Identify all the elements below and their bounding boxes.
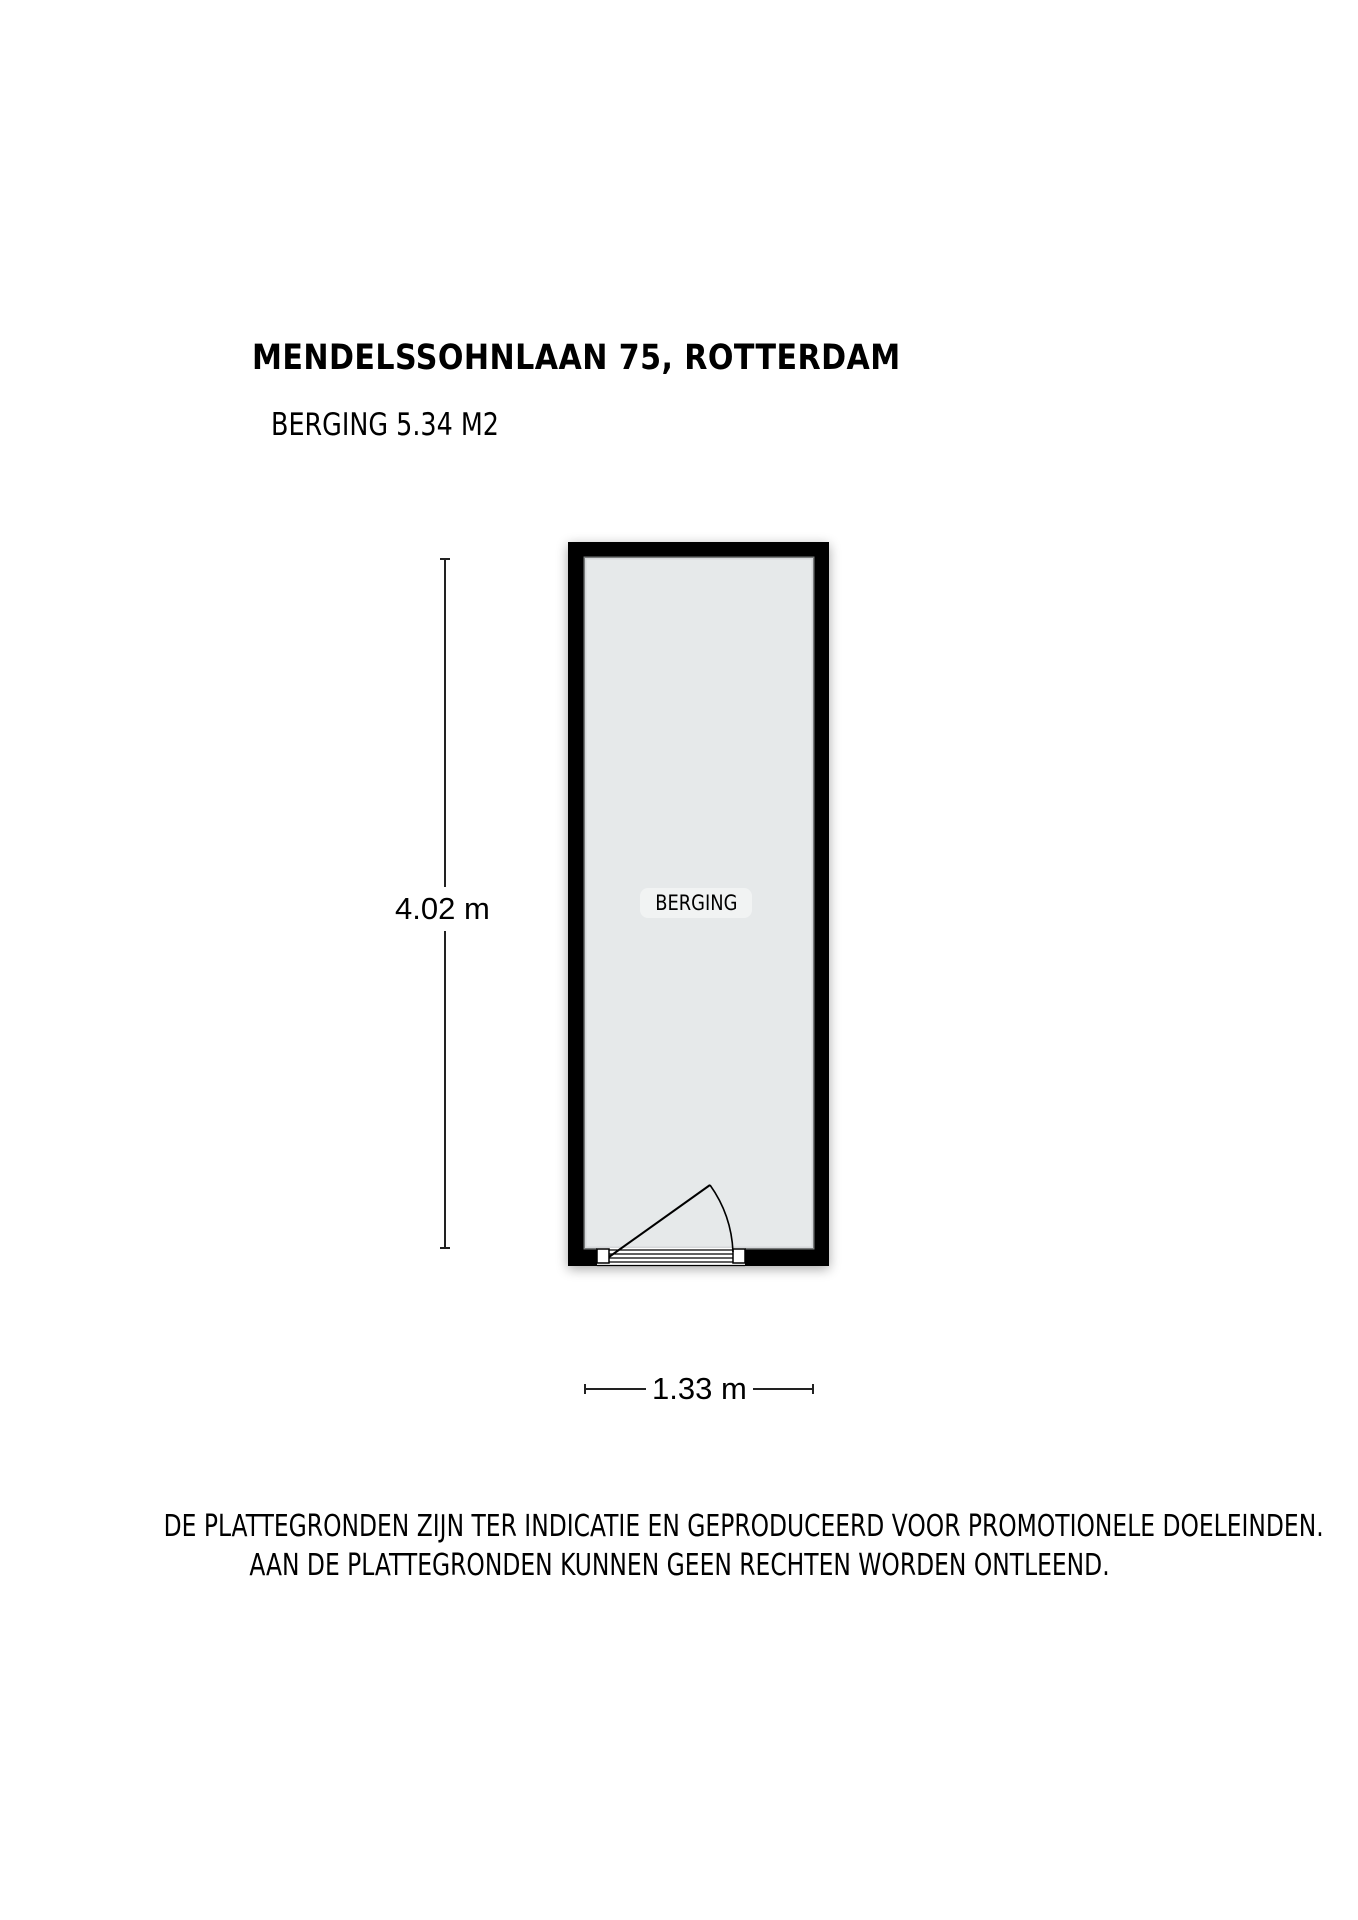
disclaimer-line-1 [0, 1507, 1358, 1547]
disclaimer-text-2: AAN DE PLATTEGRONDEN KUNNEN GEEN RECHTEN WORDEN ONTLEEND. [248, 1548, 1110, 1583]
property-address-title: MENDELSSOHNLAAN 75, ROTTERDAM [252, 338, 901, 378]
room-area-subtitle: BERGING 5.34 M2 [271, 407, 499, 443]
height-dimension-label: 4.02 m [393, 887, 492, 931]
disclaimer-text-1: DE PLATTEGRONDEN ZIJN TER INDICATIE EN GEPRODUCEERD VOOR PROMOTIONELE DOELEINDEN. [163, 1509, 1324, 1544]
disclaimer-line-2 [0, 1546, 1358, 1586]
width-dimension-label: 1.33 m [646, 1369, 753, 1409]
room-label-text: BERGING [654, 891, 738, 915]
room-label-berging [640, 888, 752, 918]
